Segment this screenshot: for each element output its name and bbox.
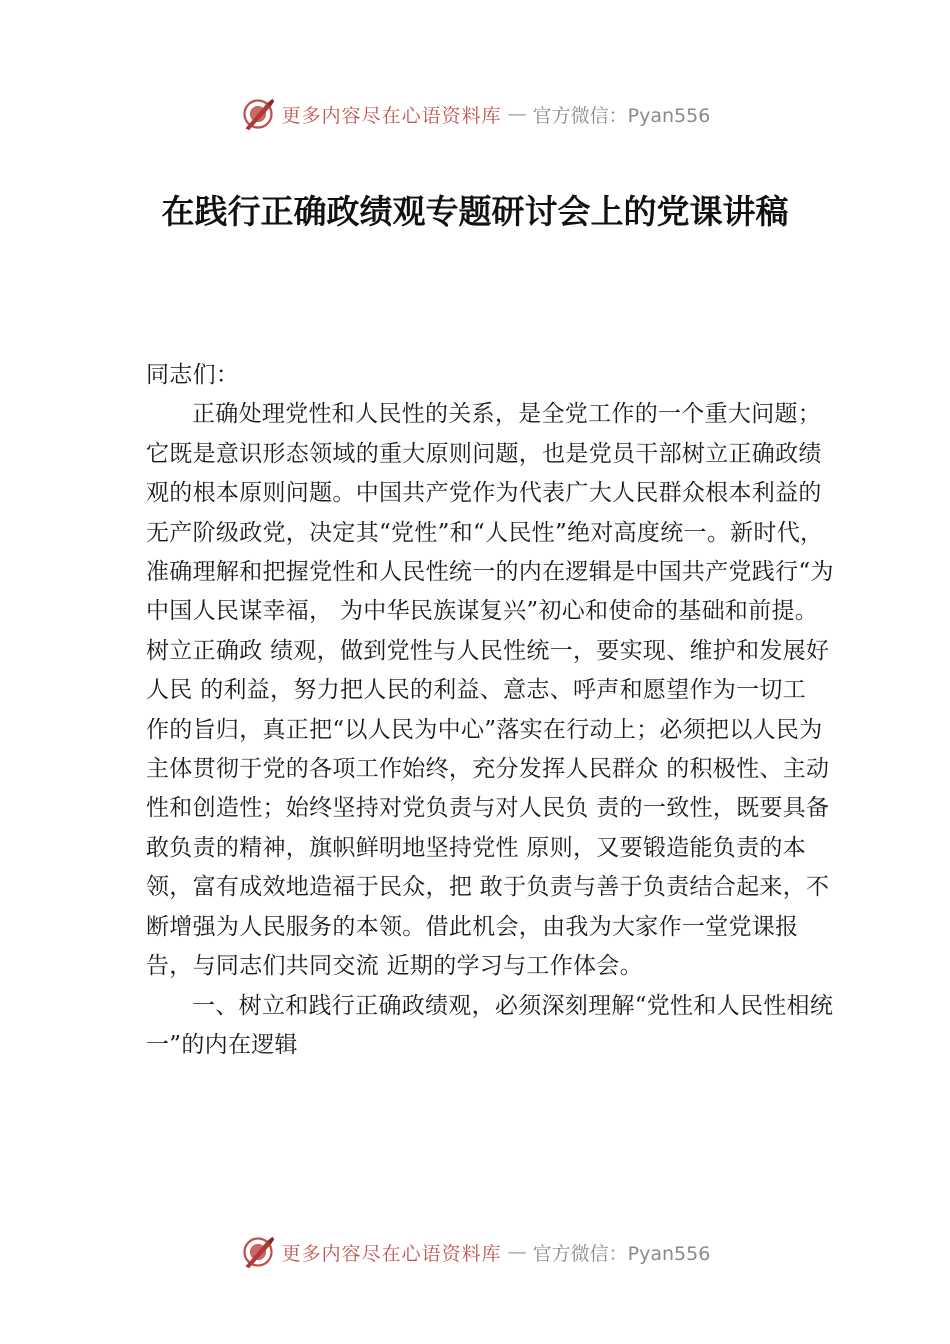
watermark-header bbox=[0, 92, 950, 136]
watermark-main-text: 更多内容尽在心语资料库 bbox=[281, 1242, 502, 1265]
watermark-contact: 官方微信：Pyan556 bbox=[532, 104, 711, 127]
watermark-contact: 官方微信：Pyan556 bbox=[532, 1242, 711, 1265]
pen-logo-icon bbox=[240, 96, 276, 132]
pen-logo-icon bbox=[240, 1234, 276, 1270]
document-title: 在践行正确政绩观专题研讨会上的党课讲稿 bbox=[161, 192, 789, 231]
watermark-dash: — bbox=[507, 103, 527, 125]
document-body bbox=[146, 356, 836, 1065]
paragraph-intro: 正确处理党性和人民性的关系，是全党工作的一个重大问题；它既是意识形态领域的重大原则问题，也是党员干部树立正确政绩观的根本原则问题。中国共产党作为代表广大人民群众根本利益的无产阶级政党，决定其“党性”和“人民性”绝对高度统一。新时代，准确理解和把握党性和人民性统一的内在逻辑是中国共产党践行“为中国人民谋幸福， 为中华民族谋复兴”初心和使命的基础和前提。树立正确政 绩观，做到党性与人民性统一，要实现、维护和发展好人民 的利益，努力把人民的利益、意志、呼声和愿望作为一切工 作的旨归，真正把“以人民为中心”落实在行动上；必须把以人民为主体贯彻于党的各项工作始终，充分发挥人民群众 的积极性、主动性和创造性；始终坚持对党负责与对人民负 责的一致性，既要具备敢负责的精神，旗帜鲜明地坚持党性 原则，又要锻造能负责的本领，富有成效地造福于民众，把 敢于负责与善于负责结合起来，不断增强为人民服务的本领。借此机会，由我为大家作一堂党课报告，与同志们共同交流 近期的学习与工作体会。 bbox=[146, 401, 834, 980]
salutation: 同志们： bbox=[146, 362, 240, 388]
watermark-main-text: 更多内容尽在心语资料库 bbox=[281, 104, 502, 127]
section-heading: 一、树立和践行正确政绩观，必须深刻理解“党性和人民性相统一”的内在逻辑 bbox=[146, 992, 834, 1058]
watermark-dash: — bbox=[507, 1241, 527, 1263]
watermark-footer bbox=[0, 1230, 950, 1274]
